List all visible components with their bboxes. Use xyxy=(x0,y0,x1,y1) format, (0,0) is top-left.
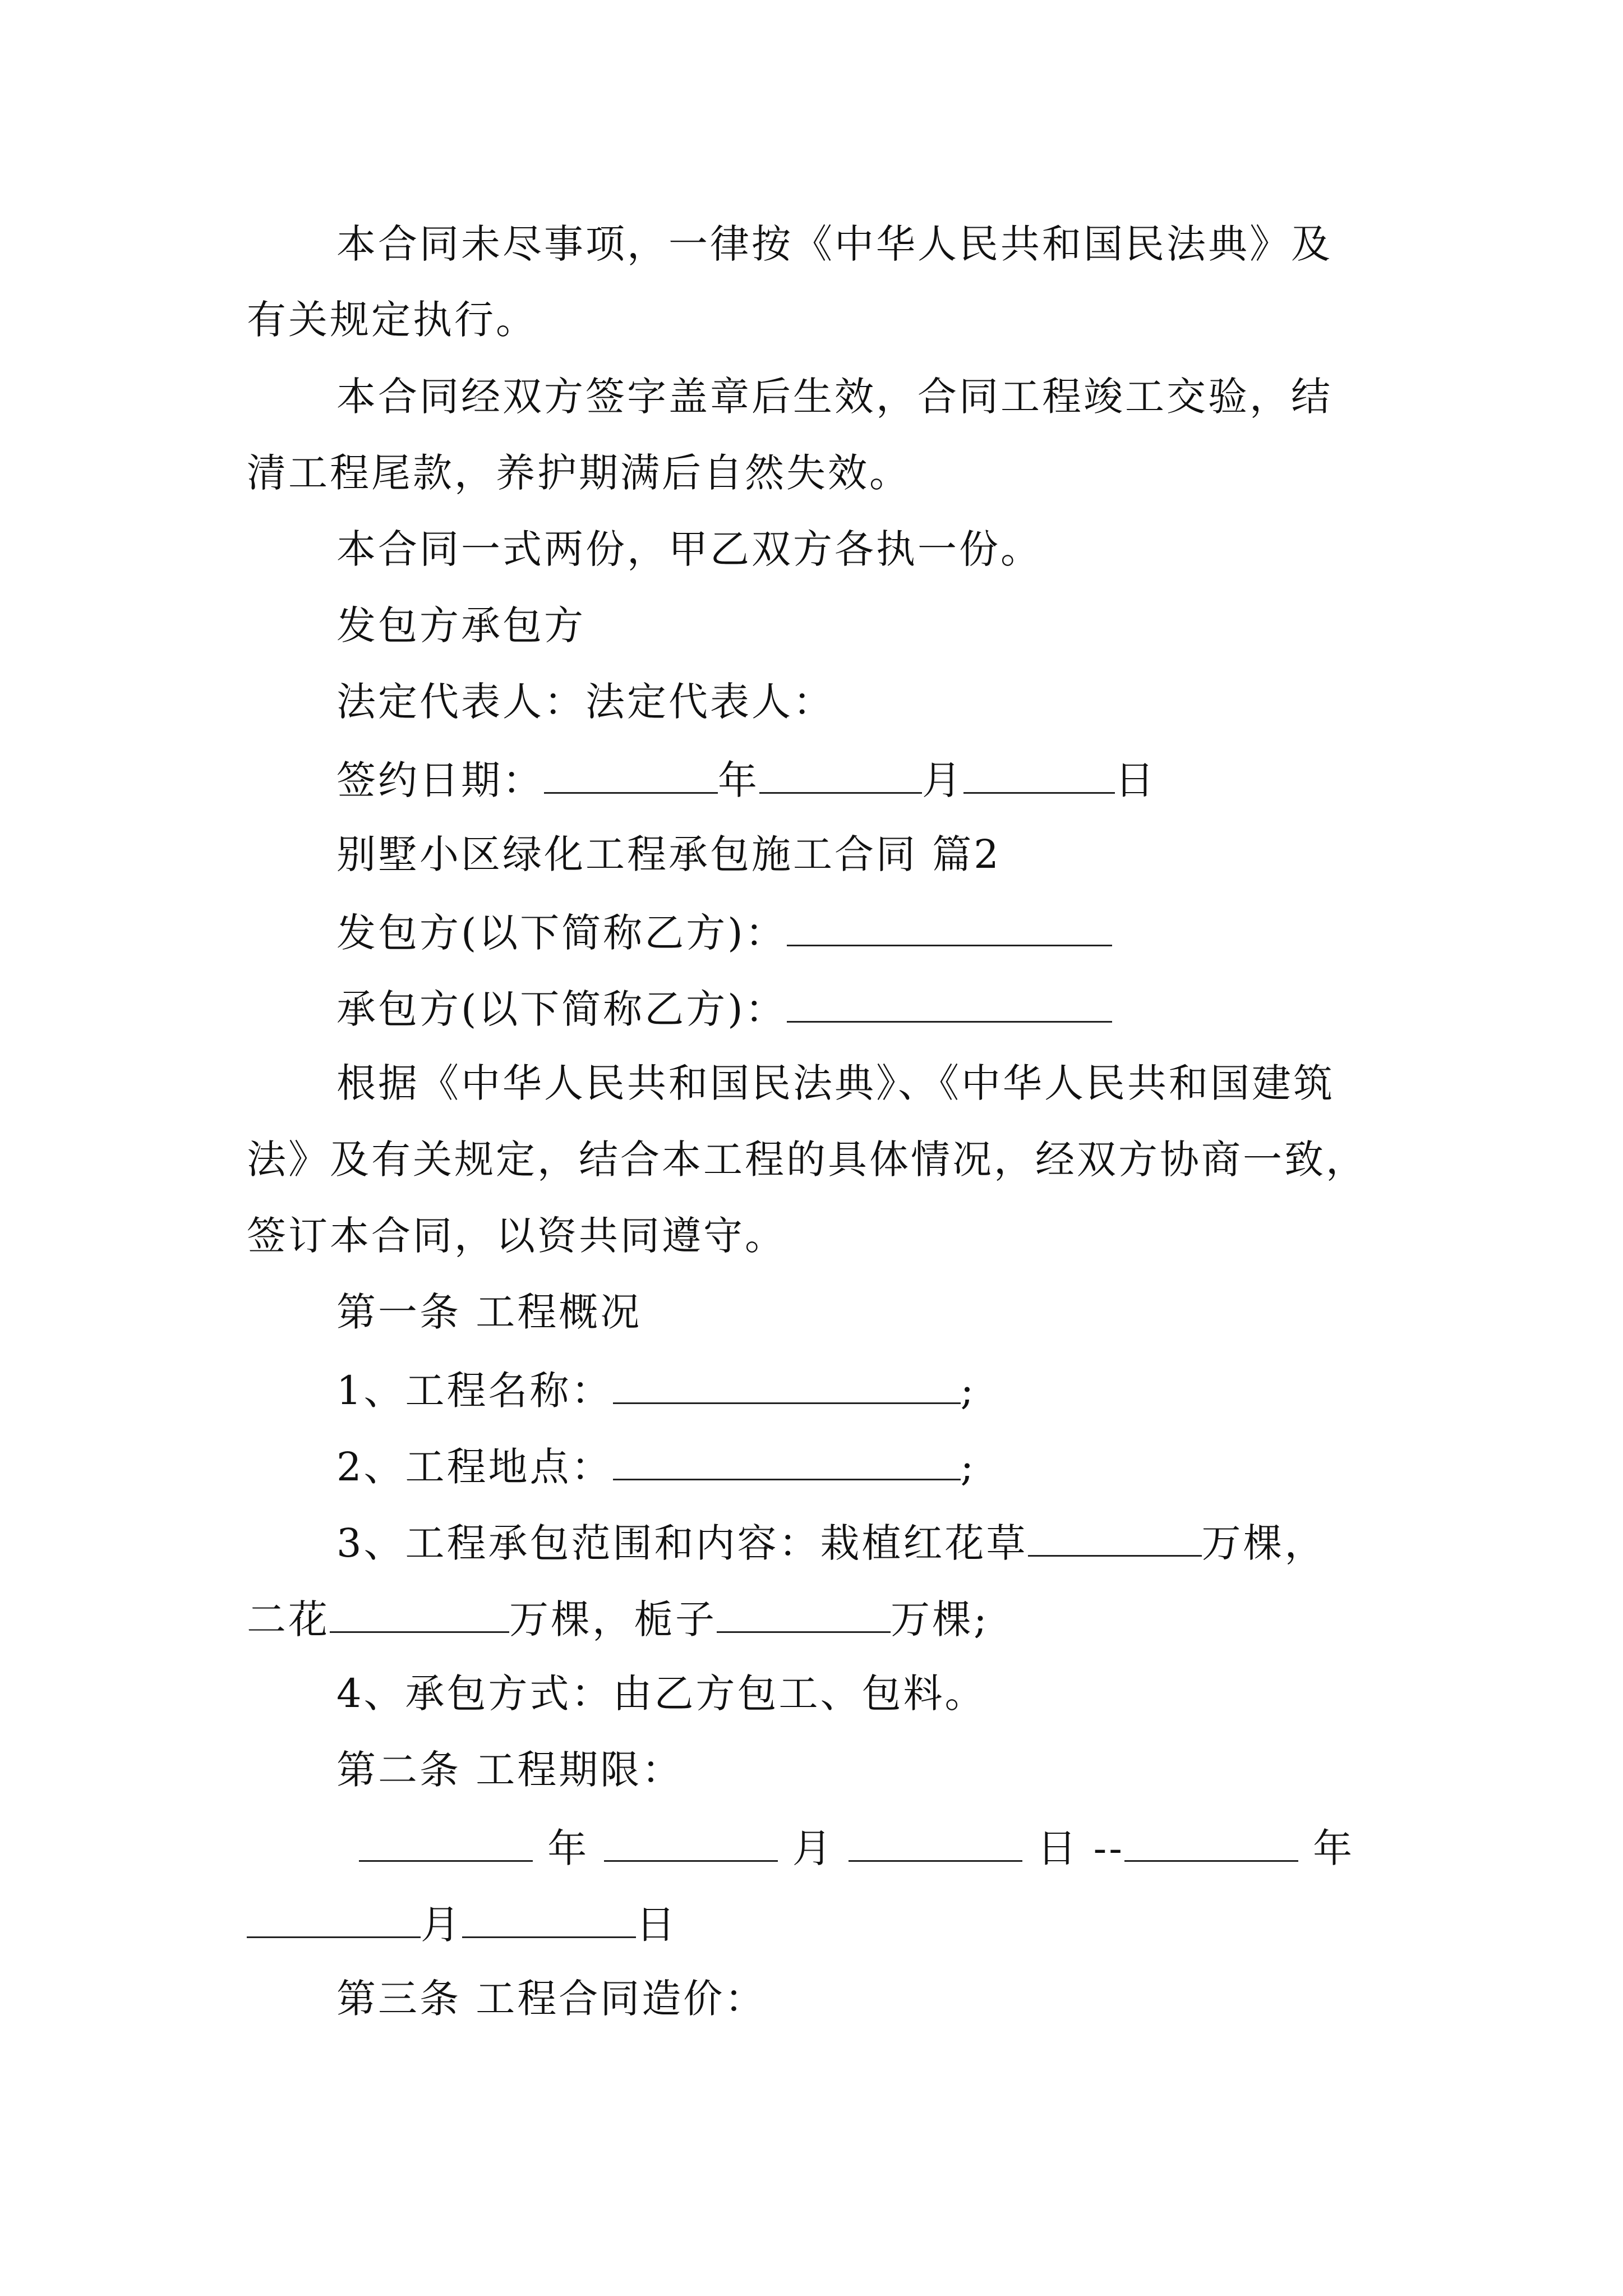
paragraph-line xyxy=(247,450,1391,498)
blank-field[interactable] xyxy=(247,1903,421,1938)
text-span: 本合同一式两份，甲乙双方各执一份。 xyxy=(336,526,1042,572)
contractor-line xyxy=(336,987,1481,1032)
month-label: 月 xyxy=(421,1902,462,1948)
month-label: 月 xyxy=(792,1825,834,1871)
blank-field[interactable] xyxy=(849,1826,1022,1862)
blank-field[interactable] xyxy=(330,1598,509,1633)
text-span: ; xyxy=(960,1368,976,1414)
blank-field[interactable] xyxy=(462,1903,636,1938)
legal-representative-line xyxy=(336,679,1481,727)
text-span: 别墅小区绿化工程承包施工合同 篇2 xyxy=(336,831,1001,877)
year-label: 年 xyxy=(547,1825,589,1871)
text-span: 清工程尾款，养护期满后自然失效。 xyxy=(247,450,911,496)
blank-field[interactable] xyxy=(717,1598,891,1633)
text-span: 承包方(以下简称乙方)： xyxy=(336,986,787,1032)
article-heading xyxy=(336,1976,1481,2024)
text-span: 发包方承包方 xyxy=(336,602,585,648)
blank-field[interactable] xyxy=(613,1445,961,1480)
blank-field[interactable] xyxy=(613,1369,961,1404)
text-span: 3、工程承包范围和内容：栽植红花草 xyxy=(336,1520,1028,1566)
text-span: 万棵; xyxy=(891,1596,989,1642)
signing-date-line xyxy=(336,758,1481,803)
project-name-line xyxy=(336,1369,1481,1414)
project-scope-line xyxy=(336,1521,1481,1566)
blank-field[interactable] xyxy=(544,758,718,794)
paragraph-line xyxy=(247,1213,1391,1261)
period-line xyxy=(247,1826,1391,1871)
text-span: 有关规定执行。 xyxy=(247,297,537,343)
blank-field[interactable] xyxy=(759,758,922,794)
text-span: 第三条 工程合同造价： xyxy=(336,1976,767,2022)
paragraph-line xyxy=(247,297,1391,345)
text-span: 根据《中华人民共和国民法典》、《中华人民共和国建筑 xyxy=(336,1060,1335,1106)
blank-field[interactable] xyxy=(787,911,1112,946)
article-heading xyxy=(336,1747,1481,1795)
year-label: 年 xyxy=(718,757,759,803)
blank-field[interactable] xyxy=(787,987,1112,1023)
paragraph-line xyxy=(336,374,1481,422)
month-label: 月 xyxy=(922,757,963,803)
project-location-line xyxy=(336,1445,1481,1490)
blank-field[interactable] xyxy=(963,758,1115,794)
text-span: 第二条 工程期限： xyxy=(336,1747,684,1793)
day-label: 日 xyxy=(1115,757,1156,803)
contract-method-line xyxy=(336,1671,1481,1719)
paragraph-line xyxy=(336,526,1481,574)
text-span: 万棵， xyxy=(1201,1520,1326,1566)
text-span: 法定代表人：法定代表人： xyxy=(336,679,834,725)
text-span: 签订本合同，以资共同遵守。 xyxy=(247,1213,786,1259)
project-scope-continued xyxy=(247,1598,1391,1642)
blank-field[interactable] xyxy=(359,1826,533,1862)
paragraph-line xyxy=(336,1060,1481,1108)
text-span: 万棵，栀子 xyxy=(509,1596,717,1642)
day-label: 日 xyxy=(636,1902,677,1948)
text-span: 发包方(以下简称乙方)： xyxy=(336,910,787,956)
section-title xyxy=(336,831,1481,880)
text-span: 第一条 工程概况 xyxy=(336,1289,642,1335)
blank-field[interactable] xyxy=(1028,1521,1202,1557)
signing-date-label: 签约日期： xyxy=(336,757,544,803)
year-label: 年 xyxy=(1313,1825,1355,1871)
text-span: ; xyxy=(960,1444,976,1490)
text-span: 二花 xyxy=(247,1596,330,1642)
text-span: 1、工程名称： xyxy=(336,1368,613,1414)
paragraph-line xyxy=(336,221,1481,269)
text-span: 本合同未尽事项，一律按《中华人民共和国民法典》及 xyxy=(336,221,1332,267)
employer-line xyxy=(336,911,1481,956)
text-span: 本合同经双方签字盖章后生效，合同工程竣工交验，结 xyxy=(336,374,1332,420)
day-label: 日 -- xyxy=(1037,1825,1124,1871)
article-heading xyxy=(336,1289,1481,1337)
period-line-continued xyxy=(247,1903,1391,1948)
text-span: 4、承包方式：由乙方包工、包料。 xyxy=(336,1671,986,1717)
signature-parties xyxy=(336,602,1481,651)
text-span: 法》及有关规定，结合本工程的具体情况，经双方协商一致， xyxy=(247,1137,1367,1182)
blank-field[interactable] xyxy=(1124,1826,1298,1862)
blank-field[interactable] xyxy=(604,1826,778,1862)
paragraph-line xyxy=(247,1137,1391,1185)
text-span: 2、工程地点： xyxy=(336,1444,613,1490)
